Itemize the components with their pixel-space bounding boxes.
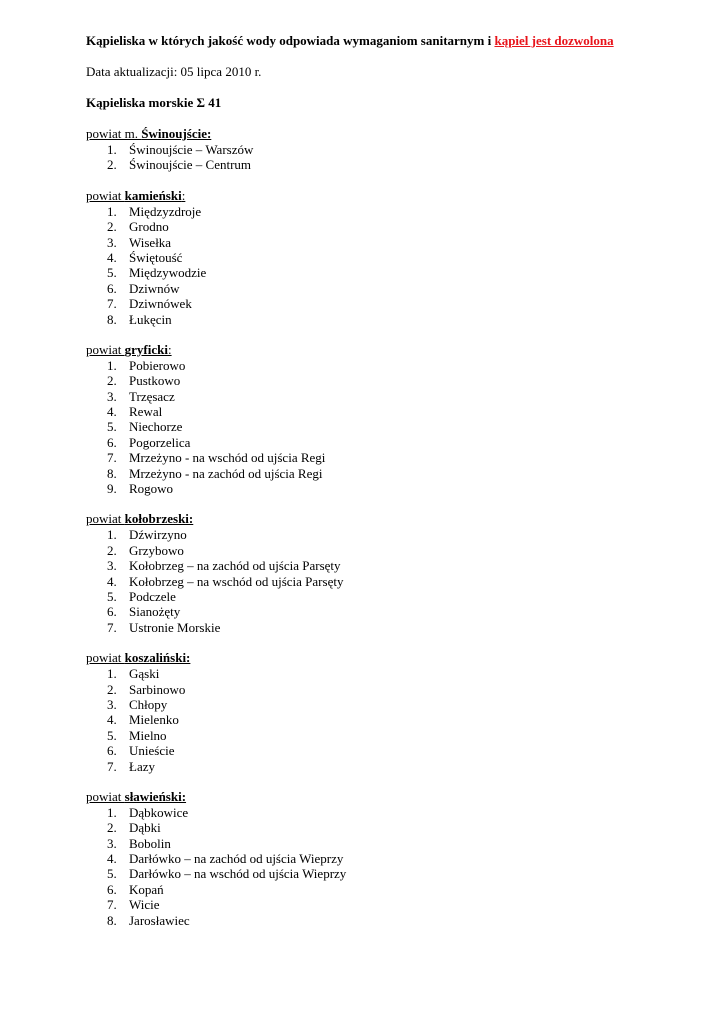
list-item-number: 1.: [107, 666, 117, 682]
list-item-number: 3.: [107, 558, 117, 574]
list-item-number: 8.: [107, 311, 117, 327]
beach-list: [86, 142, 686, 173]
list-item-label: Sarbinowo: [129, 681, 186, 697]
list-item: [86, 435, 686, 450]
list-item-label: Pogorzelica: [129, 434, 191, 450]
list-item-label: Dziwnówek: [129, 296, 192, 312]
list-item-label: Mielenko: [129, 712, 179, 728]
list-item-label: Wisełka: [129, 234, 172, 250]
list-item: [86, 265, 686, 280]
powiat-name: sławieński:: [124, 788, 187, 804]
list-item: [86, 358, 686, 373]
list-item: [86, 235, 686, 250]
powiat-heading: [86, 789, 686, 805]
list-item: [86, 157, 686, 172]
list-item: [86, 728, 686, 743]
list-item: [86, 589, 686, 604]
powiat-prefix: powiat: [86, 511, 125, 527]
powiat-suffix: :: [181, 187, 186, 203]
powiat-prefix: powiat: [86, 341, 125, 357]
list-item-label: Ustronie Morskie: [129, 619, 221, 635]
list-item-label: Wicie: [129, 897, 160, 913]
powiat-section: [86, 188, 686, 327]
list-item-number: 5.: [107, 866, 117, 882]
list-item: [86, 404, 686, 419]
list-item-label: Pustkowo: [129, 373, 181, 389]
list-item-label: Świętouść: [129, 249, 183, 265]
list-item: [86, 666, 686, 681]
powiat-name: kamieński: [124, 187, 182, 203]
list-item-label: Jarosławiec: [129, 912, 190, 928]
list-item-number: 2.: [107, 681, 117, 697]
list-item-number: 2.: [107, 820, 117, 836]
list-item-number: 7.: [107, 897, 117, 913]
powiat-heading: [86, 342, 686, 358]
list-item-number: 1.: [107, 142, 117, 157]
list-item: [86, 697, 686, 712]
list-item-label: Trzęsacz: [129, 388, 175, 404]
powiat-prefix: powiat: [86, 650, 125, 666]
list-item-label: Gąski: [129, 666, 160, 682]
section-title: Kąpieliska morskie Σ 41: [86, 95, 222, 110]
list-item: [86, 204, 686, 219]
list-item-number: 6.: [107, 280, 117, 296]
powiat-section: [86, 511, 686, 635]
list-item-number: 4.: [107, 249, 117, 265]
list-item-number: 8.: [107, 465, 117, 481]
list-item: [86, 604, 686, 619]
list-item-number: 4.: [107, 851, 117, 867]
list-item-number: 4.: [107, 573, 117, 589]
list-item: [86, 574, 686, 589]
list-item: [86, 250, 686, 265]
list-item: [86, 851, 686, 866]
powiat-name: koszaliński:: [124, 650, 191, 666]
list-item-label: Darłówko – na wschód od ujścia Wieprzy: [129, 866, 347, 882]
powiat-name: gryficki: [124, 341, 168, 357]
list-item: [86, 712, 686, 727]
beach-list: [86, 358, 686, 497]
list-item: [86, 219, 686, 234]
list-item-label: Darłówko – na zachód od ujścia Wieprzy: [129, 851, 344, 867]
list-item-number: 2.: [107, 157, 117, 173]
list-item-label: Międzywodzie: [129, 265, 207, 281]
powiat-heading: [86, 188, 686, 204]
document-title: [86, 33, 686, 49]
beach-list: [86, 527, 686, 635]
list-item-label: Mrzeżyno - na wschód od ujścia Regi: [129, 450, 326, 466]
list-item-number: 5.: [107, 265, 117, 281]
document-page: [86, 33, 686, 928]
list-item-label: Unieście: [129, 743, 175, 759]
list-item: [86, 820, 686, 835]
list-item-number: 3.: [107, 234, 117, 250]
powiat-heading: [86, 126, 686, 142]
list-item-number: 3.: [107, 835, 117, 851]
list-item-number: 6.: [107, 881, 117, 897]
list-item: [86, 882, 686, 897]
list-item-label: Międzyzdroje: [129, 203, 202, 219]
list-item-number: 2.: [107, 373, 117, 389]
list-item-label: Kołobrzeg – na wschód od ujścia Parsęty: [129, 573, 344, 589]
powiat-name: Świnoujście:: [141, 126, 212, 141]
list-item-number: 2.: [107, 542, 117, 558]
list-item: [86, 466, 686, 481]
powiat-section: [86, 650, 686, 774]
list-item: [86, 558, 686, 573]
list-item-number: 9.: [107, 481, 117, 497]
list-item: [86, 743, 686, 758]
list-item-number: 6.: [107, 434, 117, 450]
powiat-prefix: powiat: [86, 187, 125, 203]
list-item-number: 7.: [107, 619, 117, 635]
list-item-number: 3.: [107, 388, 117, 404]
powiat-suffix: :: [167, 341, 172, 357]
list-item-label: Pobierowo: [129, 357, 186, 373]
list-item-number: 5.: [107, 588, 117, 604]
beach-list: [86, 666, 686, 774]
list-item-label: Dźwirzyno: [129, 527, 187, 543]
powiat-section: [86, 342, 686, 497]
powiat-prefix: powiat: [86, 788, 125, 804]
list-item-label: Świnoujście – Warszów: [129, 142, 254, 157]
beach-list: [86, 805, 686, 928]
list-item-number: 6.: [107, 604, 117, 620]
list-item: [86, 450, 686, 465]
list-item: [86, 389, 686, 404]
list-item-number: 7.: [107, 758, 117, 774]
list-item: [86, 419, 686, 434]
list-item-label: Dąbkowice: [129, 804, 189, 820]
list-item-label: Chłopy: [129, 696, 168, 712]
list-item-number: 7.: [107, 296, 117, 312]
list-item-number: 5.: [107, 419, 117, 435]
list-item: [86, 913, 686, 928]
list-item-label: Mrzeżyno - na zachód od ujścia Regi: [129, 465, 323, 481]
list-item-label: Łukęcin: [129, 311, 172, 327]
powiat-heading: [86, 650, 686, 666]
list-item: [86, 312, 686, 327]
powiat-name: kołobrzeski:: [124, 511, 194, 527]
title-main-text: Kąpieliska w których jakość wody odpowiada wymaganiom sanitarnym i: [86, 33, 495, 48]
list-item: [86, 373, 686, 388]
list-item: [86, 836, 686, 851]
list-item-label: Dąbki: [129, 820, 161, 836]
list-item-label: Podczele: [129, 588, 176, 604]
list-item: [86, 142, 686, 157]
list-item-number: 4.: [107, 404, 117, 420]
list-item-number: 1.: [107, 527, 117, 543]
list-item-number: 2.: [107, 219, 117, 235]
list-item: [86, 527, 686, 542]
list-item: [86, 805, 686, 820]
list-item: [86, 897, 686, 912]
list-item-label: Niechorze: [129, 419, 183, 435]
update-date: Data aktualizacji: 05 lipca 2010 r.: [86, 64, 262, 79]
list-item-label: Łazy: [129, 758, 155, 774]
powiaty-list: [86, 126, 686, 928]
list-item: [86, 620, 686, 635]
list-item: [86, 759, 686, 774]
list-item-label: Rewal: [129, 404, 163, 420]
list-item-label: Kopań: [129, 881, 164, 897]
list-item-number: 1.: [107, 357, 117, 373]
list-item-number: 5.: [107, 727, 117, 743]
list-item: [86, 281, 686, 296]
list-item-number: 6.: [107, 743, 117, 759]
list-item-label: Grodno: [129, 219, 169, 235]
list-item: [86, 543, 686, 558]
list-item: [86, 682, 686, 697]
list-item-number: 1.: [107, 804, 117, 820]
powiat-prefix: powiat m.: [86, 126, 142, 141]
list-item-label: Mielno: [129, 727, 167, 743]
list-item-label: Bobolin: [129, 835, 171, 851]
list-item-number: 3.: [107, 696, 117, 712]
powiat-heading: [86, 511, 686, 527]
list-item: [86, 481, 686, 496]
beach-list: [86, 204, 686, 327]
list-item-number: 7.: [107, 450, 117, 466]
powiat-section: [86, 126, 686, 173]
list-item-label: Świnoujście – Centrum: [129, 157, 252, 173]
title-highlight-text: kąpiel jest dozwolona: [494, 33, 614, 48]
list-item-label: Sianożęty: [129, 604, 181, 620]
list-item-number: 1.: [107, 203, 117, 219]
list-item-label: Grzybowo: [129, 542, 184, 558]
powiat-section: [86, 789, 686, 928]
list-item-label: Rogowo: [129, 481, 174, 497]
list-item-label: Dziwnów: [129, 280, 180, 296]
list-item-label: Kołobrzeg – na zachód od ujścia Parsęty: [129, 558, 341, 574]
list-item-number: 4.: [107, 712, 117, 728]
list-item: [86, 296, 686, 311]
list-item-number: 8.: [107, 912, 117, 928]
list-item: [86, 866, 686, 881]
